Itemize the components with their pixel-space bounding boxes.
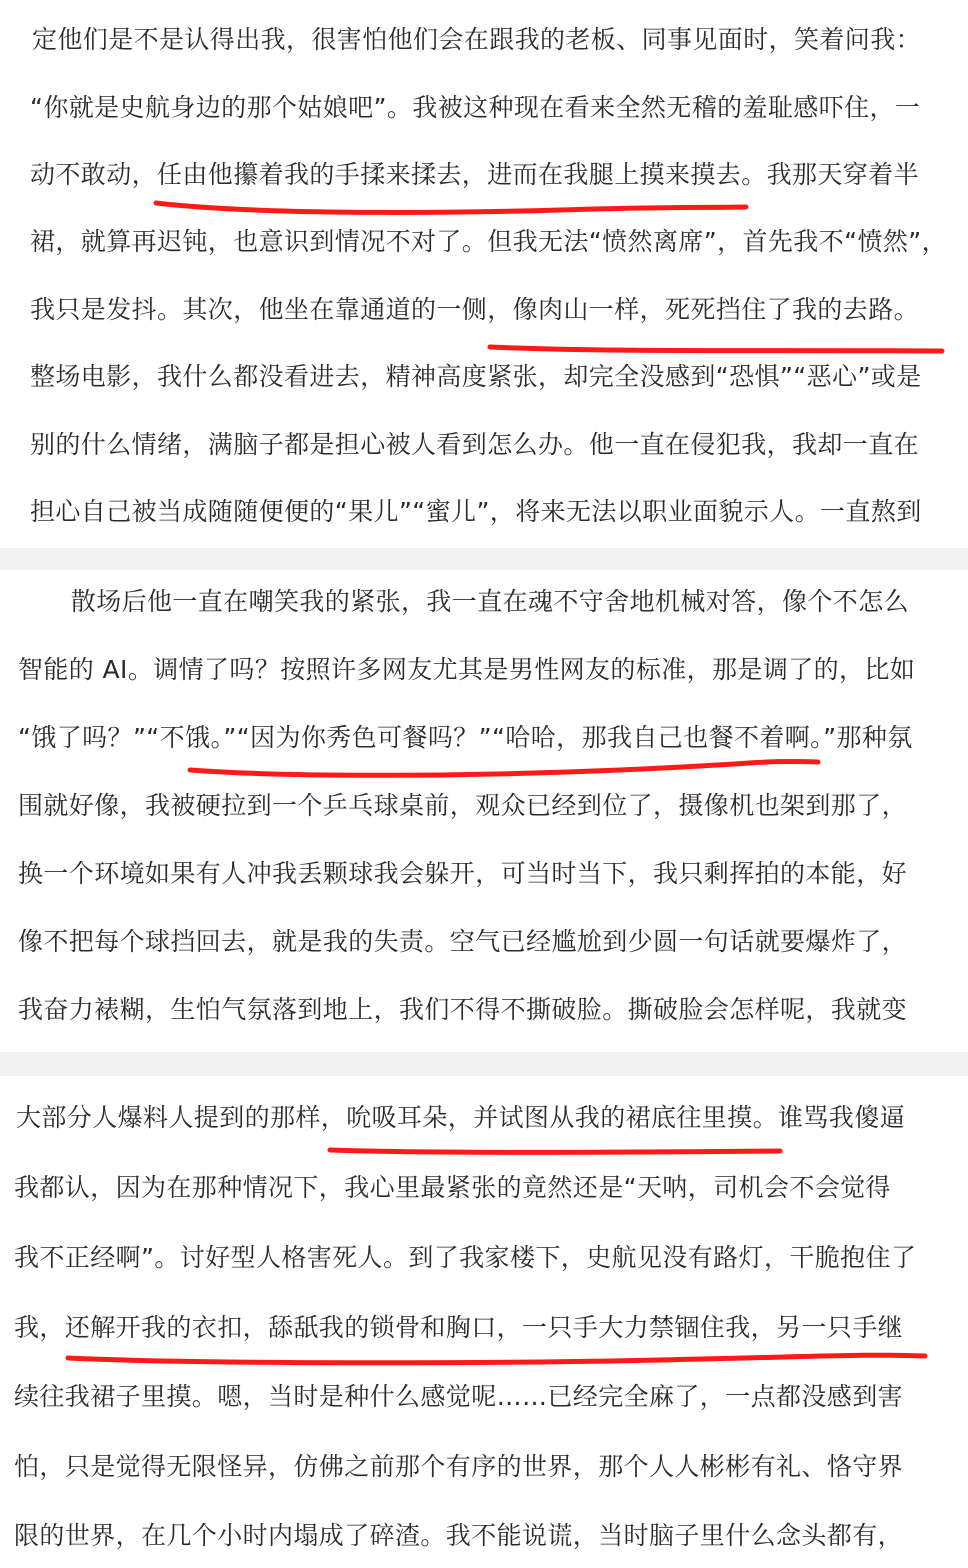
text-line: 限的世界，在几个小时内塌成了碎渣。我不能说谎，当时脑子里什么念头都有， bbox=[14, 1521, 904, 1550]
text-line: 整场电影，我什么都没看进去，精神高度紧张，却完全没感到“恐惧”“恶心”或是 bbox=[30, 362, 922, 391]
text-line: 担心自己被当成随随便便的“果儿”“蜜儿”，将来无法以职业面貌示人。一直熬到 bbox=[30, 497, 922, 526]
text-line: 我都认，因为在那种情况下，我心里最紧张的竟然还是“天呐，司机会不会觉得 bbox=[14, 1173, 891, 1202]
text-line: 动不敢动，任由他攥着我的手揉来揉去，进而在我腿上摸来摸去。我那天穿着半 bbox=[30, 160, 920, 189]
panel-separator bbox=[0, 1052, 968, 1076]
text-line: 怕，只是觉得无限怪异，仿佛之前那个有序的世界，那个人人彬彬有礼、恪守界 bbox=[14, 1452, 904, 1481]
excerpt-panel-1 bbox=[0, 0, 968, 548]
text-line: “你就是史航身边的那个姑娘吧”。我被这种现在看来全然无稽的羞耻感吓住，一 bbox=[30, 93, 921, 122]
text-line: 围就好像，我被硬拉到一个乒乓球桌前，观众已经到位了，摄像机也架到那了， bbox=[18, 791, 908, 820]
text-line: 我，还解开我的衣扣，舔舐我的锁骨和胸口，一只手大力禁锢住我，另一只手继 bbox=[14, 1313, 904, 1342]
text-line: 散场后他一直在嘲笑我的紧张，我一直在魂不守舍地机械对答，像个不怎么 bbox=[20, 587, 910, 616]
text-line: 我不正经啊”。讨好型人格害死人。到了我家楼下，史航见没有路灯，干脆抱住了 bbox=[14, 1243, 917, 1272]
text-line: 我只是发抖。其次，他坐在靠通道的一侧，像肉山一样，死死挡住了我的去路。 bbox=[30, 295, 920, 324]
text-line: 像不把每个球挡回去，就是我的失责。空气已经尴尬到少圆一句话就要爆炸了， bbox=[18, 927, 908, 956]
text-line: 换一个环境如果有人冲我丢颗球我会躲开，可当时当下，我只剩挥拍的本能，好 bbox=[18, 859, 908, 888]
text-line: 裙，就算再迟钝，也意识到情况不对了。但我无法“愤然离席”，首先我不“愤然”， bbox=[30, 227, 948, 256]
panel-separator bbox=[0, 548, 968, 570]
excerpt-panel-3 bbox=[0, 1076, 968, 1568]
text-line: 我奋力裱糊，生怕气氛落到地上，我们不得不撕破脸。撕破脸会怎样呢，我就变 bbox=[18, 995, 908, 1024]
text-line: 定他们是不是认得出我，很害怕他们会在跟我的老板、同事见面时，笑着问我： bbox=[32, 25, 922, 54]
text-line: 智能的 AI。调情了吗？按照许多网友尤其是男性网友的标准，那是调了的，比如 bbox=[18, 655, 916, 684]
text-line: 别的什么情绪，满脑子都是担心被人看到怎么办。他一直在侵犯我，我却一直在 bbox=[30, 430, 920, 459]
text-line: “饿了吗？”“不饿。”“因为你秀色可餐吗？”“哈哈，那我自己也餐不着啊。”那种氛 bbox=[18, 723, 913, 752]
excerpt-panel-2 bbox=[0, 570, 968, 1052]
text-line: 大部分人爆料人提到的那样，吮吸耳朵，并试图从我的裙底往里摸。谁骂我傻逼 bbox=[16, 1103, 906, 1132]
text-line: 续往我裙子里摸。嗯，当时是种什么感觉呢……已经完全麻了，一点都没感到害 bbox=[14, 1382, 904, 1411]
